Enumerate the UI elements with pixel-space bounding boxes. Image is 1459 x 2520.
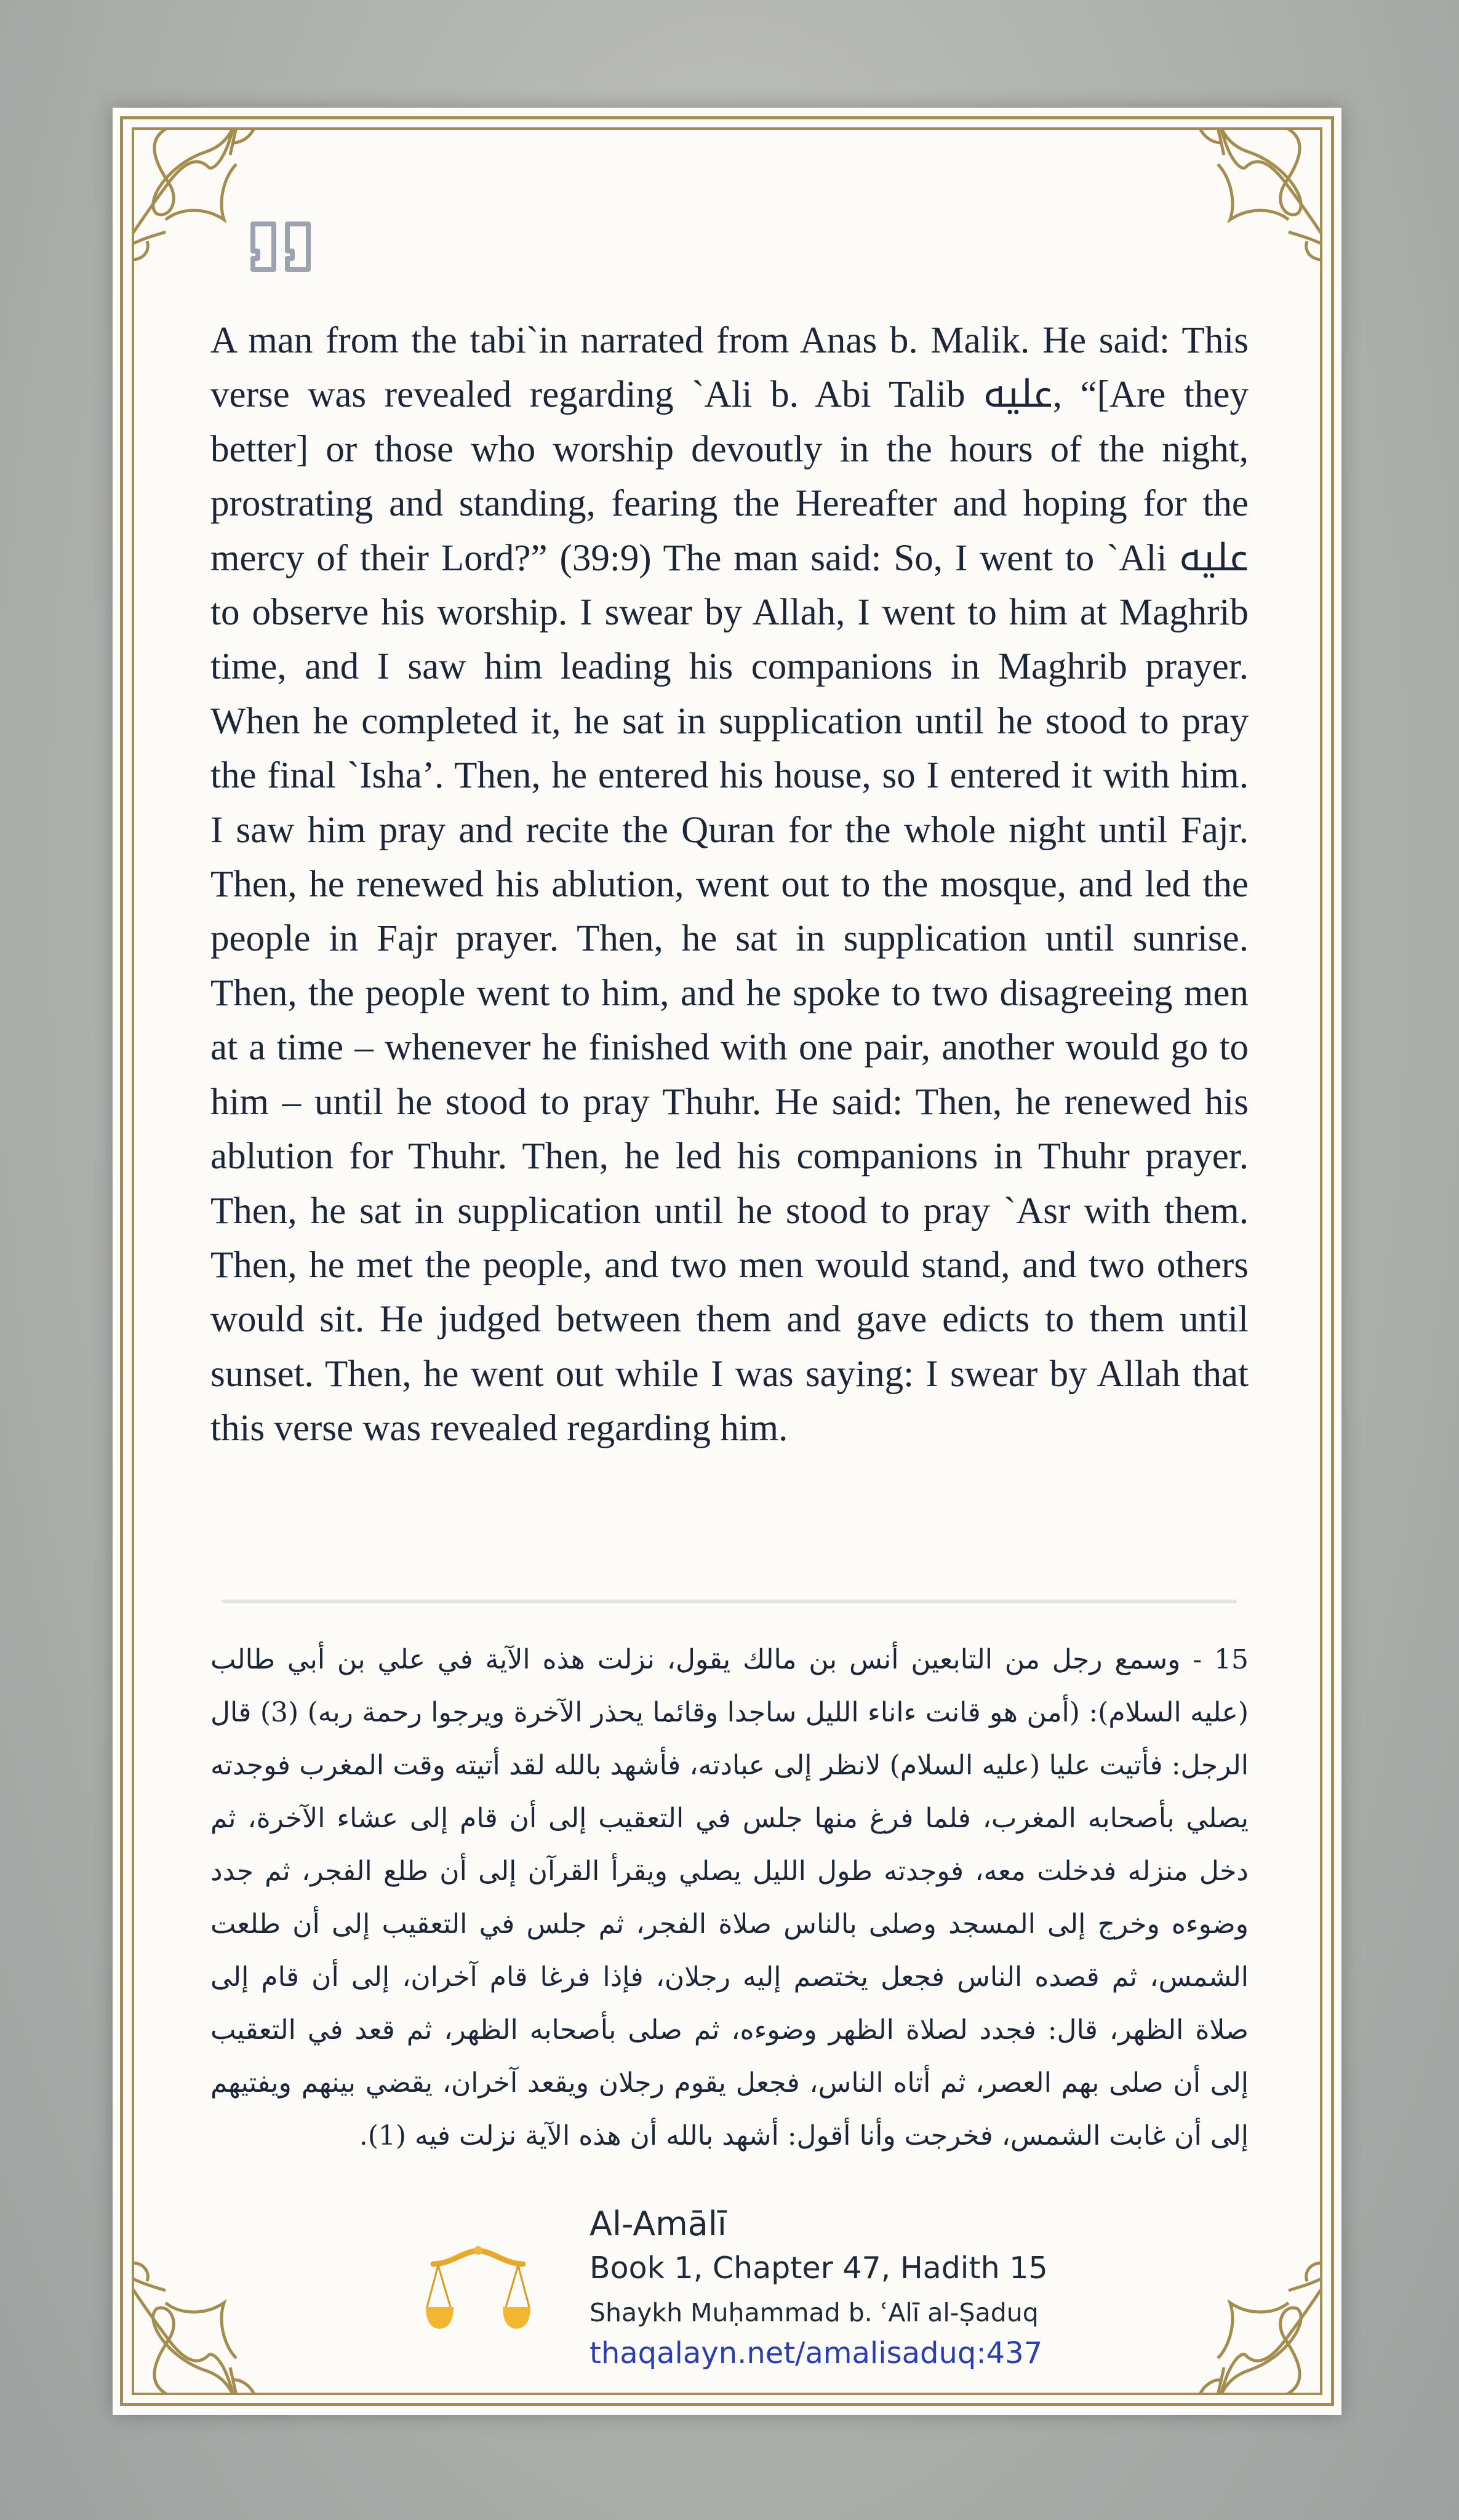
balance-scale-icon	[426, 2246, 530, 2332]
source-info	[590, 2203, 1048, 2372]
book-title: Al-Amālī	[590, 2204, 727, 2243]
hadith-english-text: A man from the tabi`in narrated from Anas b. Malik. He said: This verse was revealed regarding `Ali b. Abi Talib ﷷ, “[Are they better] or those who worship devoutly in the hours of the night, prostrating and standing, fearing the Hereafter and hoping for the mercy of their Lord?” (39:9) The man said: So, I went to `Ali ﷷ to observe his worship. I swear by Allah, I went to him at Maghrib time, and I saw him leading his companions in Maghrib prayer. When he completed it, he sat in supplication until he stood to pray the final `Isha’. Then, he entered his house, so I entered it with him. I saw him pray and recite the Quran for the whole night until Fajr. Then, he renewed his ablution, went out to the mosque, and led the people in Fajr prayer. Then, he sat in supplication until sunrise. Then, the people went to him, and he spoke to two disagreeing men at a time – whenever he finished with one pair, another would go to him – until he stood to pray Thuhr. He said: Then, he renewed his ablution for Thuhr. Then, he led his companions in Thuhr prayer. Then, he sat in supplication until he stood to pray `Asr with them. Then, he met the people, and two men would stand, and two others would sit. He judged between them and gave edicts to them until sunset. Then, he went out while I was saying: I swear by Allah that this verse was revealed regarding him.	[210, 320, 1249, 1449]
corner-ornament-icon	[1175, 127, 1322, 275]
divider	[222, 1600, 1237, 1603]
source-link[interactable]: thaqalayn.net/amalisaduq:437	[590, 2336, 1043, 2370]
corner-ornament-icon	[1175, 2247, 1322, 2395]
hadith-card	[113, 108, 1341, 2415]
closing-quote-icon	[249, 220, 313, 276]
hadith-reference: Book 1, Chapter 47, Hadith 15	[590, 2251, 1048, 2286]
author-name: Shaykh Muḥammad b. ʿAlī al-Ṣaduq	[590, 2298, 1039, 2327]
hadith-arabic-text: 15 - وسمع رجل من التابعين أنس بن مالك يقول، نزلت هذه الآية في علي بن أبي طالب (عليه السلام): (أمن هو قانت ءاناء الليل ساجدا وقائما يحذر الآخرة ويرجوا رحمة ربه) (3) قال الرجل: فأتيت عليا (عليه السلام) لانظر إلى عبادته، فأشهد بالله لقد أتيته وقت المغرب فوجدته يصلي بأصحابه المغرب، فلما فرغ منها جلس في التعقيب إلى أن قام إلى عشاء الآخرة، ثم دخل منزله فدخلت معه، فوجدته طول الليل يصلي ويقرأ القرآن إلى أن طلع الفجر، ثم جدد وضوءه وخرج إلى المسجد وصلى بالناس صلاة الفجر، ثم جلس في التعقيب إلى أن طلعت الشمس، ثم قصده الناس فجعل يختصم إليه رجلان، فإذا فرغا قام آخران، إلى أن قام إلى صلاة الظهر، قال: فجدد لصلاة الظهر وضوءه، ثم صلى بأصحابه الظهر، ثم قعد في التعقيب إلى أن صلى بهم العصر، ثم أتاه الناس، فجعل يقوم رجلان ويقعد آخران، يقضي بينهم ويفتيهم إلى أن غابت الشمس، فخرجت وأنا أقول: أشهد بالله أن هذه الآية نزلت فيه (1).	[210, 1644, 1249, 2151]
corner-ornament-icon	[132, 2247, 279, 2395]
